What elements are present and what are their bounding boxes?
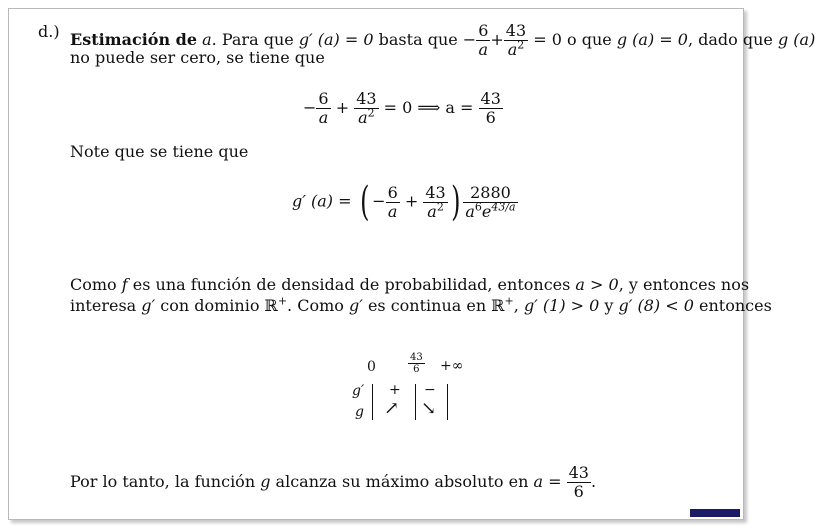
item-label: d.) [38, 22, 60, 41]
g-expr: g (a) [777, 30, 815, 49]
equation-1: − $\frac{6}{a}$ + $\frac{43}{a^2}$ = 0 ⟹ a = $\frac{43}{6}$ [303, 89, 501, 127]
decreasing-arrow-icon: ↘ [421, 398, 437, 419]
intro-text: . Para que [211, 30, 299, 49]
sign-table-divider [415, 384, 416, 420]
sign-table-zero: 0 [367, 359, 376, 375]
sign-plus: + [389, 382, 401, 398]
document-page [8, 8, 750, 520]
intro-line-2: no puede ser cero, se tiene que [70, 48, 325, 67]
sign-table-divider [372, 384, 373, 420]
paragraph-line-2: interesa g′ con dominio ℝ+. Como g′ es continua en ℝ+, g′ (1) > 0 y g′ (8) < 0 entonces [70, 294, 772, 315]
heading-var: a [202, 30, 212, 49]
g-expr: g (a) = 0 [616, 30, 688, 49]
intro-text: , dado que [687, 30, 778, 49]
sign-table-g-label: g [355, 404, 364, 420]
minus-sign: − [462, 30, 477, 49]
plus-sign: + [490, 30, 504, 49]
note-text: Note que se tiene que [70, 142, 249, 161]
conclusion: Por lo tanto, la función g alcanza su máximo absoluto en a = $\frac{43}{6}$ . [70, 463, 597, 501]
sign-minus: − [424, 382, 436, 398]
page-corner-bar [690, 509, 740, 517]
sign-table-gprime-label: g′ [352, 383, 365, 399]
paragraph-line-1: Como f es una función de densidad de probabilidad, entonces a > 0, y entonces nos [70, 275, 750, 294]
fraction-43-a2: $\frac{43}{a^2}$ [505, 21, 527, 59]
sign-table-critical: $\frac{43}{6}$ [410, 352, 423, 375]
intro-text: basta que [373, 30, 463, 49]
sign-table-divider [447, 384, 448, 420]
section-heading: Estimación de [70, 30, 198, 49]
increasing-arrow-icon: ↗ [384, 398, 400, 419]
fraction-6-a: $\frac{6}{a}$ [478, 21, 489, 59]
intro-text: = 0 o que [528, 30, 617, 49]
sign-table-infinity: +∞ [440, 358, 464, 374]
gprime-expr: g′ (a) = 0 [298, 30, 374, 49]
equation-2: g′ (a) = ( − $\frac{6}{a}$ + $\frac{43}{a^2}$ ) $\frac{2880}{a^6e^{43/a}}$ [292, 179, 516, 225]
